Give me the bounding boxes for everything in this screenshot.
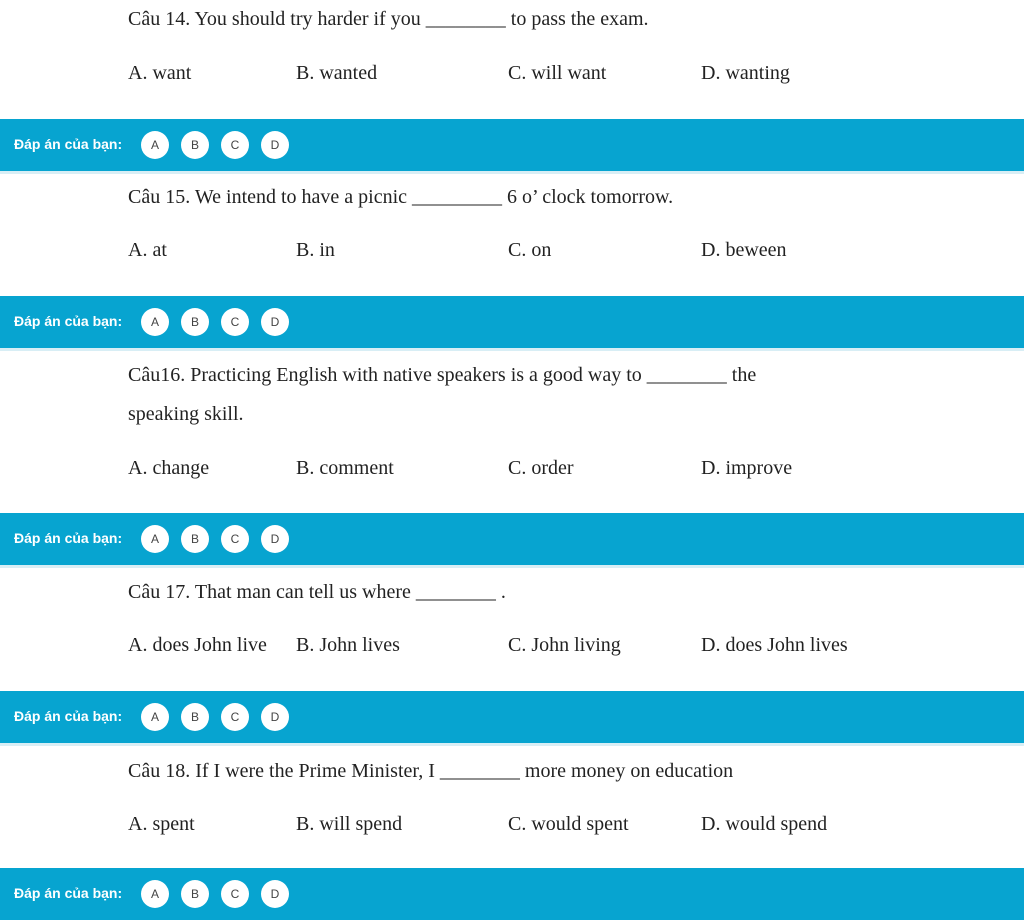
answer-choice-a-button[interactable]: A [141,703,169,731]
answer-choice-b-button[interactable]: B [181,880,209,908]
answer-choice-c-button[interactable]: C [221,525,249,553]
question-text: Câu 18. If I were the Prime Minister, I ________ more money on education [128,760,734,782]
answer-choice-c-button[interactable]: C [221,703,249,731]
answer-label: Đáp án của bạn: [14,530,123,546]
answer-choice-c-button[interactable]: C [221,131,249,159]
option-a: A. at [128,239,167,261]
answer-choice-a-button[interactable]: A [141,131,169,159]
option-d: D. would spend [701,813,828,835]
option-d: D. wanting [701,62,790,84]
answer-choice-d-button[interactable]: D [261,880,289,908]
answer-choice-d-button[interactable]: D [261,525,289,553]
answer-choice-b-button[interactable]: B [181,131,209,159]
option-d: D. beween [701,239,787,261]
answer-bar [0,513,1024,568]
option-a: A. spent [128,813,195,835]
question-text: Câu 15. We intend to have a picnic _________ 6 o’ clock tomorrow. [128,186,674,208]
answer-choice-a-button[interactable]: A [141,308,169,336]
option-a: A. does John live [128,634,267,656]
answer-label: Đáp án của bạn: [14,885,123,901]
answer-choice-d-button[interactable]: D [261,703,289,731]
answer-label: Đáp án của bạn: [14,313,123,329]
answer-choice-d-button[interactable]: D [261,308,289,336]
answer-bar [0,296,1024,351]
answer-bar [0,868,1024,920]
answer-choice-b-button[interactable]: B [181,308,209,336]
answer-choice-c-button[interactable]: C [221,880,249,908]
question-text-line2: speaking skill. [128,403,244,425]
option-b: B. comment [296,457,394,479]
answer-choice-c-button[interactable]: C [221,308,249,336]
question-text: Câu 17. That man can tell us where ________ . [128,581,506,603]
answer-bar [0,119,1024,174]
option-c: C. order [508,457,574,479]
option-b: B. in [296,239,335,261]
question-text: Câu 14. You should try harder if you ________ to pass the exam. [128,8,649,30]
answer-choice-b-button[interactable]: B [181,525,209,553]
option-a: A. change [128,457,210,479]
option-b: B. will spend [296,813,403,835]
option-c: C. would spent [508,813,629,835]
option-a: A. want [128,62,192,84]
option-c: C. John living [508,634,621,656]
answer-label: Đáp án của bạn: [14,136,123,152]
answer-label: Đáp án của bạn: [14,708,123,724]
option-d: D. does John lives [701,634,848,656]
answer-choice-a-button[interactable]: A [141,525,169,553]
answer-choice-d-button[interactable]: D [261,131,289,159]
question-text-line1: Câu16. Practicing English with native speakers is a good way to ________ the [128,364,757,386]
answer-choice-b-button[interactable]: B [181,703,209,731]
option-b: B. wanted [296,62,378,84]
question-text [128,356,900,434]
option-c: C. will want [508,62,607,84]
option-c: C. on [508,239,552,261]
option-d: D. improve [701,457,793,479]
answer-choice-a-button[interactable]: A [141,880,169,908]
option-b: B. John lives [296,634,400,656]
answer-bar [0,691,1024,746]
